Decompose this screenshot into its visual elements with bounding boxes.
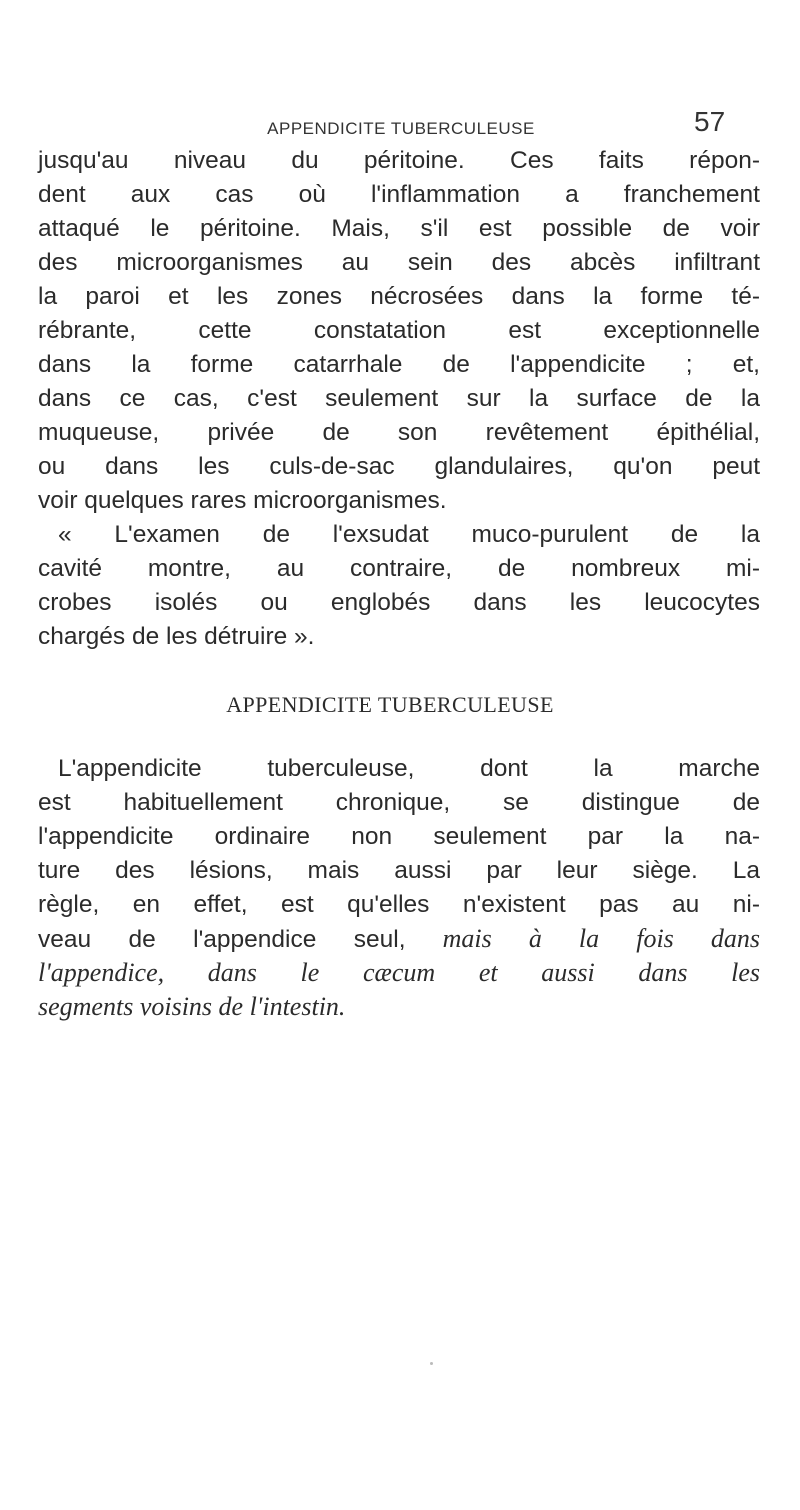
- text-line: l'appendicite ordinaire non seulement par la na-: [38, 823, 760, 850]
- text-line: ou dans les culs-de-sac glandulaires, qu'on peut: [38, 453, 760, 480]
- text-roman: veau de l'appendice seul,: [38, 926, 406, 953]
- text-line: la paroi et les zones nécrosées dans la forme té-: [38, 283, 760, 310]
- text-line-mixed: [38, 922, 760, 955]
- text-line: des microorganismes au sein des abcès infiltrant: [38, 249, 760, 276]
- section-heading: APPENDICITE TUBERCULEUSE: [226, 692, 554, 717]
- text-line: est habituellement chronique, se distingue de: [38, 789, 760, 816]
- text-line: « L'examen de l'exsudat muco-purulent de la: [58, 521, 760, 548]
- text-line: rébrante, cette constatation est exceptionnelle: [38, 317, 760, 344]
- text-line: ture des lésions, mais aussi par leur siège. La: [38, 857, 760, 884]
- text-line: voir quelques rares microorganismes.: [38, 487, 447, 514]
- text-line: L'appendicite tuberculeuse, dont la marche: [58, 755, 760, 782]
- text-line: règle, en effet, est qu'elles n'existent pas au ni-: [38, 891, 760, 918]
- text-italic: mais à la fois dans: [405, 924, 760, 953]
- text-line: dans ce cas, c'est seulement sur la surface de la: [38, 385, 760, 412]
- text-line: cavité montre, au contraire, de nombreux mi-: [38, 555, 760, 582]
- text-line: crobes isolés ou englobés dans les leucocytes: [38, 589, 760, 616]
- text-line-italic: l'appendice, dans le cæcum et aussi dans les: [38, 958, 760, 987]
- text-line-italic: segments voisins de l'intestin.: [38, 992, 346, 1021]
- text-line: attaqué le péritoine. Mais, s'il est possible de voir: [38, 215, 760, 242]
- text-line: dans la forme catarrhale de l'appendicite ; et,: [38, 351, 760, 378]
- text-line: dent aux cas où l'inflammation a franchement: [38, 181, 760, 208]
- running-header-title: APPENDICITE TUBERCULEUSE: [267, 119, 535, 138]
- text-line: jusqu'au niveau du péritoine. Ces faits répon-: [38, 147, 760, 174]
- text-line: muqueuse, privée de son revêtement épithélial,: [38, 419, 760, 446]
- text-line: chargés de les détruire ».: [38, 623, 315, 650]
- paper-speck: [430, 1362, 433, 1365]
- page-number: 57: [694, 106, 726, 137]
